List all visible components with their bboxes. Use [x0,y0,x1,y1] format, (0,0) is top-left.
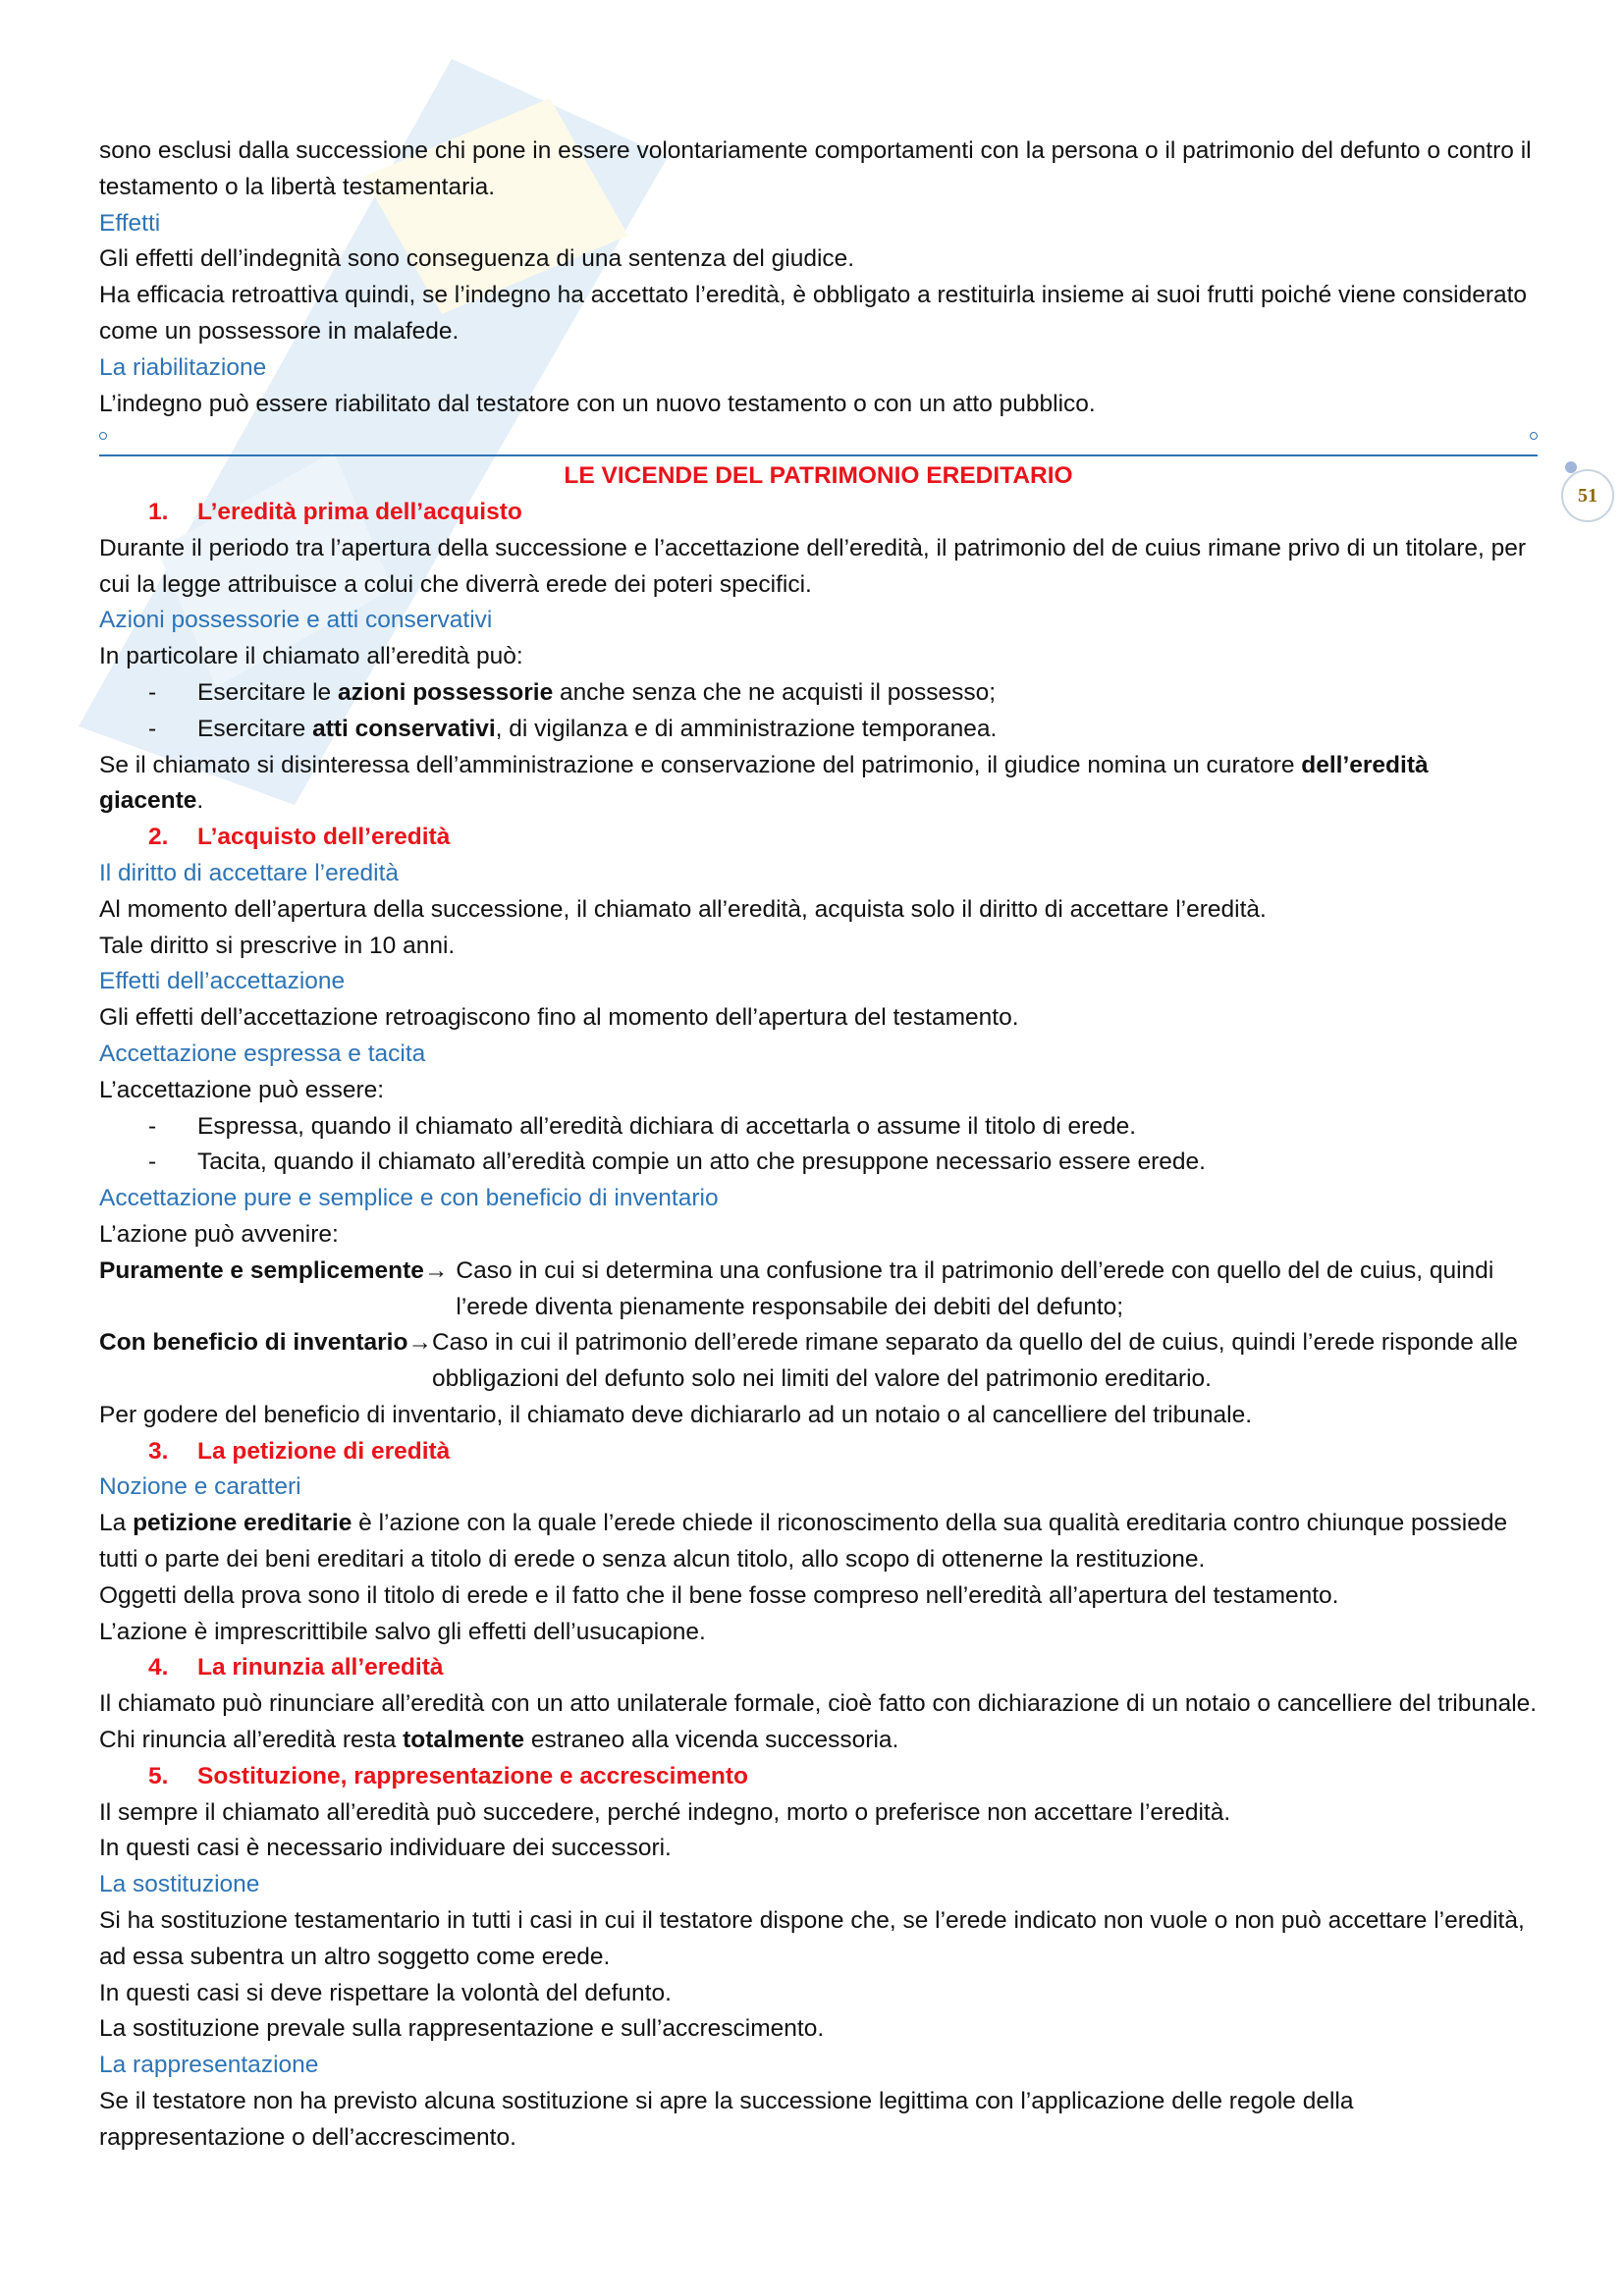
paragraph: In questi casi è necessario individuare dei successori. [99,1835,672,1862]
text: Esercitare le [197,678,338,706]
section-title: La rinunzia all’eredità [197,1654,444,1682]
list-item [99,1145,1538,1181]
definition-text: Caso in cui si determina una confusione tra il patrimonio dell’erede con quello del de cuius, quindi l’erede diventa pienamente responsabile dei debiti del defunto; [456,1256,1494,1320]
definition-text: Caso in cui il patrimonio dell’erede rimane separato da quello del de cuius, quindi l’erede risponde alle obbligazioni del defunto solo nei limiti del valore del patrimonio ereditario. [431,1329,1518,1393]
bullet-dash: - [148,1112,157,1140]
section-number: 3. [148,1437,169,1465]
section-4-heading [99,1650,1538,1686]
paragraph [99,1506,1538,1578]
paragraph: La sostituzione prevale sulla rappresentazione e sull’accrescimento. [99,2015,825,2043]
text: Tacita, quando il chiamato all’eredità compie un atto che presuppone necessario essere erede. [197,1148,1206,1176]
section-1-heading [99,495,1538,531]
list-item [99,712,1538,748]
subheading: Il diritto di accettare l’eredità [99,859,400,886]
bold-text: azioni possessorie [337,678,554,706]
text: Esercitare [197,715,313,742]
bold-text: petizione ereditarie [133,1510,352,1537]
section-number: 4. [148,1654,169,1682]
definition-term: Con beneficio di inventario [99,1329,408,1357]
divider-dot-left [99,432,107,440]
paragraph: Per godere del beneficio di inventario, il chiamato deve dichiararlo ad un notaio o al cancelliere del tribunale. [99,1401,1253,1428]
list-item [99,1109,1538,1146]
section-divider [99,422,1538,458]
bold-text: dell’eredità giacente [99,751,1429,815]
page-number: 51 [1561,469,1614,522]
text: Espressa, quando il chiamato all’eredità dichiara di accettarla o assume il titolo di erede. [197,1112,1137,1140]
section-number: 1. [148,498,169,525]
paragraph: Si ha sostituzione testamentario in tutti i casi in cui il testatore dispone che, se l’erede indicato non vuole o non può accettare l’eredità, ad essa subentra un altro soggetto come erede. [99,1907,1525,1970]
riabilitazione-paragraph: L’indegno può essere riabilitato dal testatore con un nuovo testamento o con un atto pubblico. [99,390,1096,417]
definition-row [99,1254,1538,1326]
paragraph: Il chiamato può rinunciare all’eredità con un atto unilaterale formale, cioè fatto con dichiarazione di un notaio o cancelliere del tribunale. [99,1690,1538,1718]
page-number-dot [1565,461,1577,473]
text: anche senza che ne acquisti il possesso; [553,678,997,706]
divider-line [99,454,1538,456]
text: . [196,787,204,815]
paragraph: Durante il periodo tra l’apertura della successione e l’accettazione dell’eredità, il patrimonio del de cuius rimane privo di un titolare, per cui la legge attribuisce a colui che diverrà erede dei poteri specifici. [99,534,1527,598]
subheading: Accettazione espressa e tacita [99,1040,426,1067]
section-2-heading [99,820,1538,856]
bullet-dash: - [148,678,157,706]
effetti-paragraph-2: Ha efficacia retroattiva quindi, se l’indegno ha accettato l’eredità, è obbligato a restituirla insieme ai suoi frutti poiché viene considerato come un possessore in malafede. [99,282,1528,345]
definition-term: Puramente e semplicemente [99,1256,424,1284]
bullet-dash: - [148,1148,157,1176]
definition-row [99,1325,1538,1398]
text: Se il chiamato si disinteressa dell’amministrazione e conservazione del patrimonio, il giudice nomina un curatore [99,751,1302,778]
divider-dot-right [1530,432,1538,440]
effetti-paragraph-1: Gli effetti dell’indegnità sono conseguenza di una sentenza del giudice. [99,245,855,273]
paragraph: In particolare il chiamato all’eredità può: [99,643,523,670]
section-title: L’acquisto dell’eredità [197,824,451,851]
text: La [99,1510,134,1537]
list-item [99,675,1538,712]
paragraph: Tale diritto si prescrive in 10 anni. [99,932,456,959]
section-5-heading [99,1759,1538,1795]
section-title: Sostituzione, rappresentazione e accrescimento [197,1762,748,1789]
text: Chi rinuncia all’eredità resta [99,1727,404,1754]
paragraph: Al momento dell’apertura della successione, il chiamato all’eredità, acquista solo il diritto di accettare l’eredità. [99,895,1267,923]
section-3-heading [99,1434,1538,1470]
effetti-heading: Effetti [99,209,161,237]
paragraph [99,1723,1538,1759]
intro-paragraph: sono esclusi dalla successione chi pone in essere volontariamente comportamenti con la persona o il patrimonio del defunto o contro il testamento o la libertà testamentaria. [99,137,1532,200]
subheading: La sostituzione [99,1871,260,1898]
bold-text: totalmente [403,1727,525,1754]
arrow-icon: → [423,1256,449,1284]
section-title: L’eredità prima dell’acquisto [197,498,522,525]
arrow-icon: → [407,1329,432,1357]
section-number: 2. [148,824,169,851]
paragraph: Il sempre il chiamato all’eredità può succedere, perché indegno, morto o preferisce non accettare l’eredità. [99,1798,1231,1826]
document-page [99,133,1538,2157]
paragraph: Se il testatore non ha previsto alcuna sostituzione si apre la successione legittima con l’applicazione delle regole della rappresentazione o dell’accrescimento. [99,2088,1354,2151]
chapter-title: LE VICENDE DEL PATRIMONIO EREDITARIO [564,462,1073,490]
paragraph [99,748,1538,821]
riabilitazione-heading: La riabilitazione [99,353,267,381]
section-title: La petizione di eredità [197,1437,451,1465]
text: estraneo alla vicenda successoria. [524,1727,899,1754]
paragraph: Oggetti della prova sono il titolo di erede e il fatto che il bene fosse compreso nell’eredità all’apertura del testamento. [99,1581,1339,1609]
subheading: Azioni possessorie e atti conservativi [99,607,493,634]
paragraph: Gli effetti dell’accettazione retroagiscono fino al momento dell’apertura del testamento. [99,1004,1019,1032]
text: è l’azione con la quale l’erede chiede il riconoscimento della sua qualità ereditaria contro chiunque possiede tutti o parte dei beni ereditari a titolo di erede o senza alcun titolo, allo scopo di ottenerne la restituzione. [99,1510,1508,1574]
subheading: Accettazione pure e semplice e con beneficio di inventario [99,1185,719,1212]
text: , di vigilanza e di amministrazione temporanea. [495,715,998,742]
subheading: La rappresentazione [99,2052,319,2079]
subheading: Nozione e caratteri [99,1473,301,1501]
paragraph: L’accettazione può essere: [99,1076,385,1103]
paragraph: L’azione può avvenire: [99,1220,339,1248]
bullet-dash: - [148,715,157,742]
paragraph: In questi casi si deve rispettare la volontà del defunto. [99,1979,672,2006]
bold-text: atti conservativi [312,715,496,742]
paragraph: L’azione è imprescrittibile salvo gli effetti dell’usucapione. [99,1618,706,1645]
subheading: Effetti dell’accettazione [99,968,346,995]
section-number: 5. [148,1762,169,1789]
